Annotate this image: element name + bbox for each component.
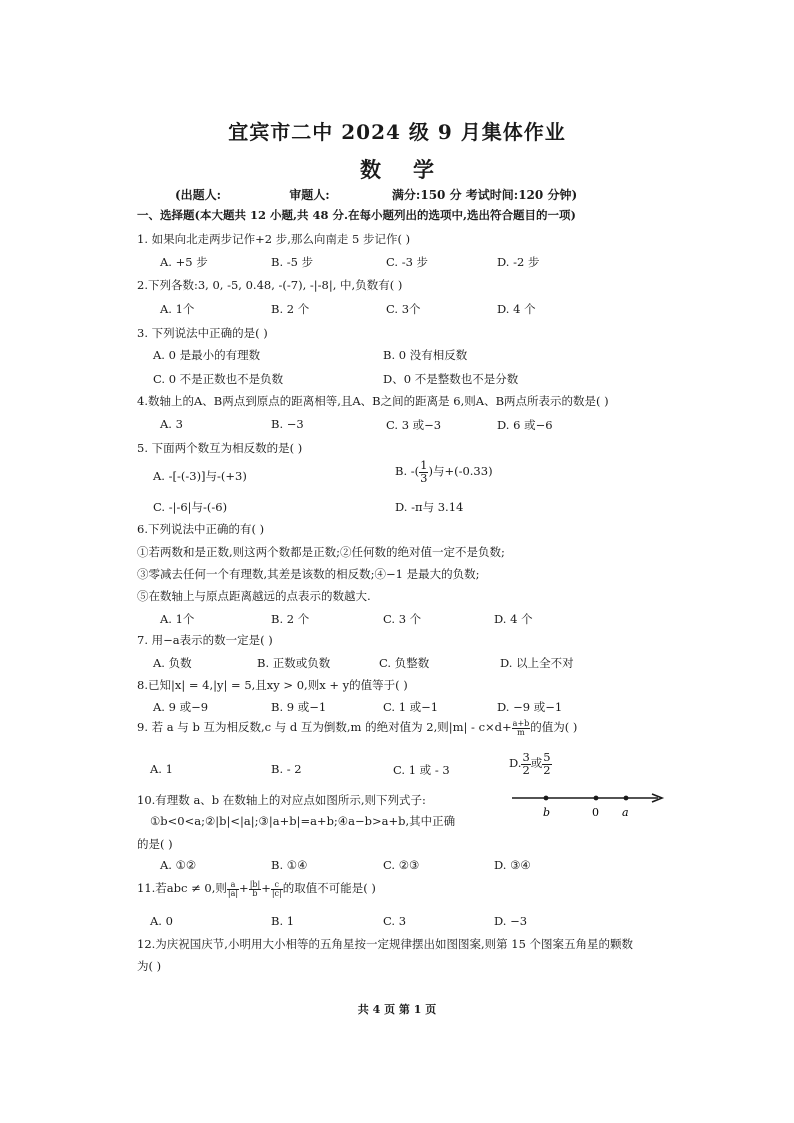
point-0	[594, 796, 599, 801]
q5-option-a: A. -[-(-3)]与-(+3)	[153, 469, 247, 483]
q9-numerator: a+b	[512, 718, 530, 728]
q2-stem: 2.下列各数:3, 0, -5, 0.48, -(-7), -|-8|, 中,负数有( )	[137, 278, 403, 292]
q9-denominator: m	[517, 727, 525, 737]
q7-option-b: B. 正数或负数	[257, 656, 331, 670]
q10-stem-end: 的是( )	[137, 837, 173, 851]
score-text: 满分:150 分	[391, 188, 462, 202]
q11-f2-num: |b|	[249, 879, 261, 889]
page-footer: 共 4 页 第 1 页	[357, 1003, 437, 1016]
q2-option-c: C. 3个	[386, 302, 421, 316]
q1-option-d: D. -2 步	[497, 255, 540, 269]
q1-option-c: C. -3 步	[386, 255, 429, 269]
q6-option-b: B. 2 个	[271, 612, 310, 626]
q5-stem: 5. 下面两个数互为相反数的是( )	[137, 441, 303, 455]
q6-stem: 6.下列说法中正确的有( )	[137, 522, 265, 536]
number-line-figure	[508, 788, 668, 822]
q7-option-d: D. 以上全不对	[500, 656, 574, 670]
q8-option-c: C. 1 或−1	[383, 700, 439, 714]
q10-statements: ①b<0<a;②|b|<|a|;③|a+b|=a+b;④a−b>a+b,其中正确	[150, 814, 456, 828]
q9-option-b: B. - 2	[271, 762, 302, 776]
q11-f2-den: b	[252, 888, 258, 898]
q4-option-d: D. 6 或−6	[497, 418, 553, 432]
q5-option-b	[395, 460, 493, 484]
q5-b-denominator: 3	[420, 470, 428, 485]
q7-stem: 7. 用−a表示的数一定是( )	[137, 633, 273, 647]
q1-stem: 1. 如果向北走两步记作+2 步,那么向南走 5 步记作( )	[137, 232, 411, 246]
label-b: b	[543, 806, 551, 819]
q7-option-c: C. 负整数	[379, 656, 430, 670]
q2-option-b: B. 2 个	[271, 302, 310, 316]
q9-option-c: C. 1 或 - 3	[393, 763, 450, 777]
q3-option-a: A. 0 是最小的有理数	[153, 348, 261, 362]
q11-option-b: B. 1	[271, 914, 295, 928]
q5-option-c: C. -|-6|与-(-6)	[153, 500, 228, 514]
q12-stem-end: 为( )	[137, 959, 162, 973]
q9-option-a: A. 1	[150, 762, 173, 776]
page-title: 宜宾市二中 2024 级 9 月集体作业	[228, 120, 566, 144]
q11-option-a: A. 0	[150, 914, 173, 928]
q12-stem: 12.为庆祝国庆节,小明用大小相等的五角星按一定规律摆出如图图案,则第 15 个图案五角星的颗数	[137, 937, 634, 951]
q7-option-a: A. 负数	[153, 656, 192, 670]
q8-stem: 8.已知|x| = 4,|y| = 5,且xy > 0,则x + y的值等于( )	[137, 678, 408, 692]
q11-f1-num: a	[227, 881, 239, 890]
q10-option-c: C. ②③	[383, 858, 420, 872]
q3-stem: 3. 下列说法中正确的是( )	[137, 326, 268, 340]
q3-option-d: D、0 不是整数也不是分数	[383, 372, 519, 386]
q11-stem: 11.若abc ≠ 0,则 $\frac{a}{|a|}$ + $\frac{|b|}{b}$ + $\frac{c}{|c|}$ 的取值不可能是( )	[137, 879, 376, 898]
q8-option-d: D. −9 或−1	[497, 700, 563, 714]
q3-option-c: C. 0 不是正数也不是负数	[153, 372, 284, 386]
q9-stem	[137, 719, 577, 737]
q11-option-c: C. 3	[383, 914, 407, 928]
q5-b-prefix: B. -(	[395, 464, 420, 478]
q1-option-b: B. -5 步	[271, 255, 314, 269]
label-0: 0	[592, 806, 599, 819]
q11-f3-den: |c|	[271, 888, 282, 898]
q10-option-a: A. ①②	[160, 858, 197, 872]
q9-d-den1: 2	[522, 762, 530, 777]
q11-f3-num: c	[271, 881, 283, 890]
q9-stem-prefix: 9. 若 a 与 b 互为相反数,c 与 d 互为倒数,m 的绝对值为 2,则|m| - c×d+	[137, 720, 512, 734]
q6-option-d: D. 4 个	[494, 612, 533, 626]
section-heading: 一、选择题(本大题共 12 小题,共 48 分.在每小题列出的选项中,选出符合题目的一项)	[137, 208, 576, 222]
q11-stem-suffix: 的取值不可能是( )	[282, 881, 376, 895]
q11-stem-prefix: 11.若abc ≠ 0,则	[137, 881, 227, 895]
q9-d-or: 或	[530, 756, 543, 770]
q9-stem-suffix: 的值为( )	[530, 720, 578, 734]
setter-label: (出题人:	[175, 188, 222, 202]
q4-option-b: B. −3	[271, 417, 304, 431]
q9-d-num2: 5	[543, 750, 551, 764]
q6-option-c: C. 3 个	[383, 612, 422, 626]
q4-option-c: C. 3 或−3	[386, 418, 442, 432]
q8-option-b: B. 9 或−1	[271, 700, 327, 714]
q10-option-d: D. ③④	[494, 858, 531, 872]
q5-b-suffix: )与+(-0.33)	[428, 464, 493, 478]
q9-d-den2: 2	[543, 762, 551, 777]
q6-option-a: A. 1个	[160, 612, 195, 626]
q6-statement-1: ①若两数和是正数,则这两个数都是正数;②任何数的绝对值一定不是负数;	[137, 545, 505, 559]
exam-info	[175, 186, 577, 203]
time-text: 考试时间:120 分钟)	[465, 188, 578, 202]
q8-option-a: A. 9 或−9	[153, 700, 209, 714]
q11-f1-den: |a|	[227, 888, 239, 898]
q3-option-b: B. 0 没有相反数	[383, 348, 468, 362]
q4-option-a: A. 3	[160, 417, 183, 431]
q9-d-label: D.	[509, 756, 522, 770]
q9-d-num1: 3	[522, 750, 530, 764]
q2-option-d: D. 4 个	[497, 302, 536, 316]
point-b	[544, 796, 549, 801]
q6-statement-3: ⑤在数轴上与原点距离越远的点表示的数越大.	[137, 589, 371, 603]
q1-option-a: A. +5 步	[160, 255, 208, 269]
q2-option-a: A. 1个	[160, 302, 195, 316]
q10-stem: 10.有理数 a、b 在数轴上的对应点如图所示,则下列式子:	[137, 793, 426, 807]
q9-option-d	[509, 752, 552, 776]
q5-b-numerator: 1	[420, 458, 428, 472]
q4-stem: 4.数轴上的A、B两点到原点的距离相等,且A、B之间的距离是 6,则A、B两点所表示的数是( )	[137, 394, 609, 408]
reviewer-label: 审题人:	[289, 188, 330, 202]
point-a	[624, 796, 629, 801]
q10-option-b: B. ①④	[271, 858, 308, 872]
q11-option-d: D. −3	[494, 914, 528, 928]
label-a: a	[622, 806, 629, 819]
subject-title: 数学	[360, 157, 466, 182]
q5-option-d: D. -π与 3.14	[395, 500, 464, 514]
q6-statement-2: ③零减去任何一个有理数,其差是该数的相反数;④−1 是最大的负数;	[137, 567, 480, 581]
